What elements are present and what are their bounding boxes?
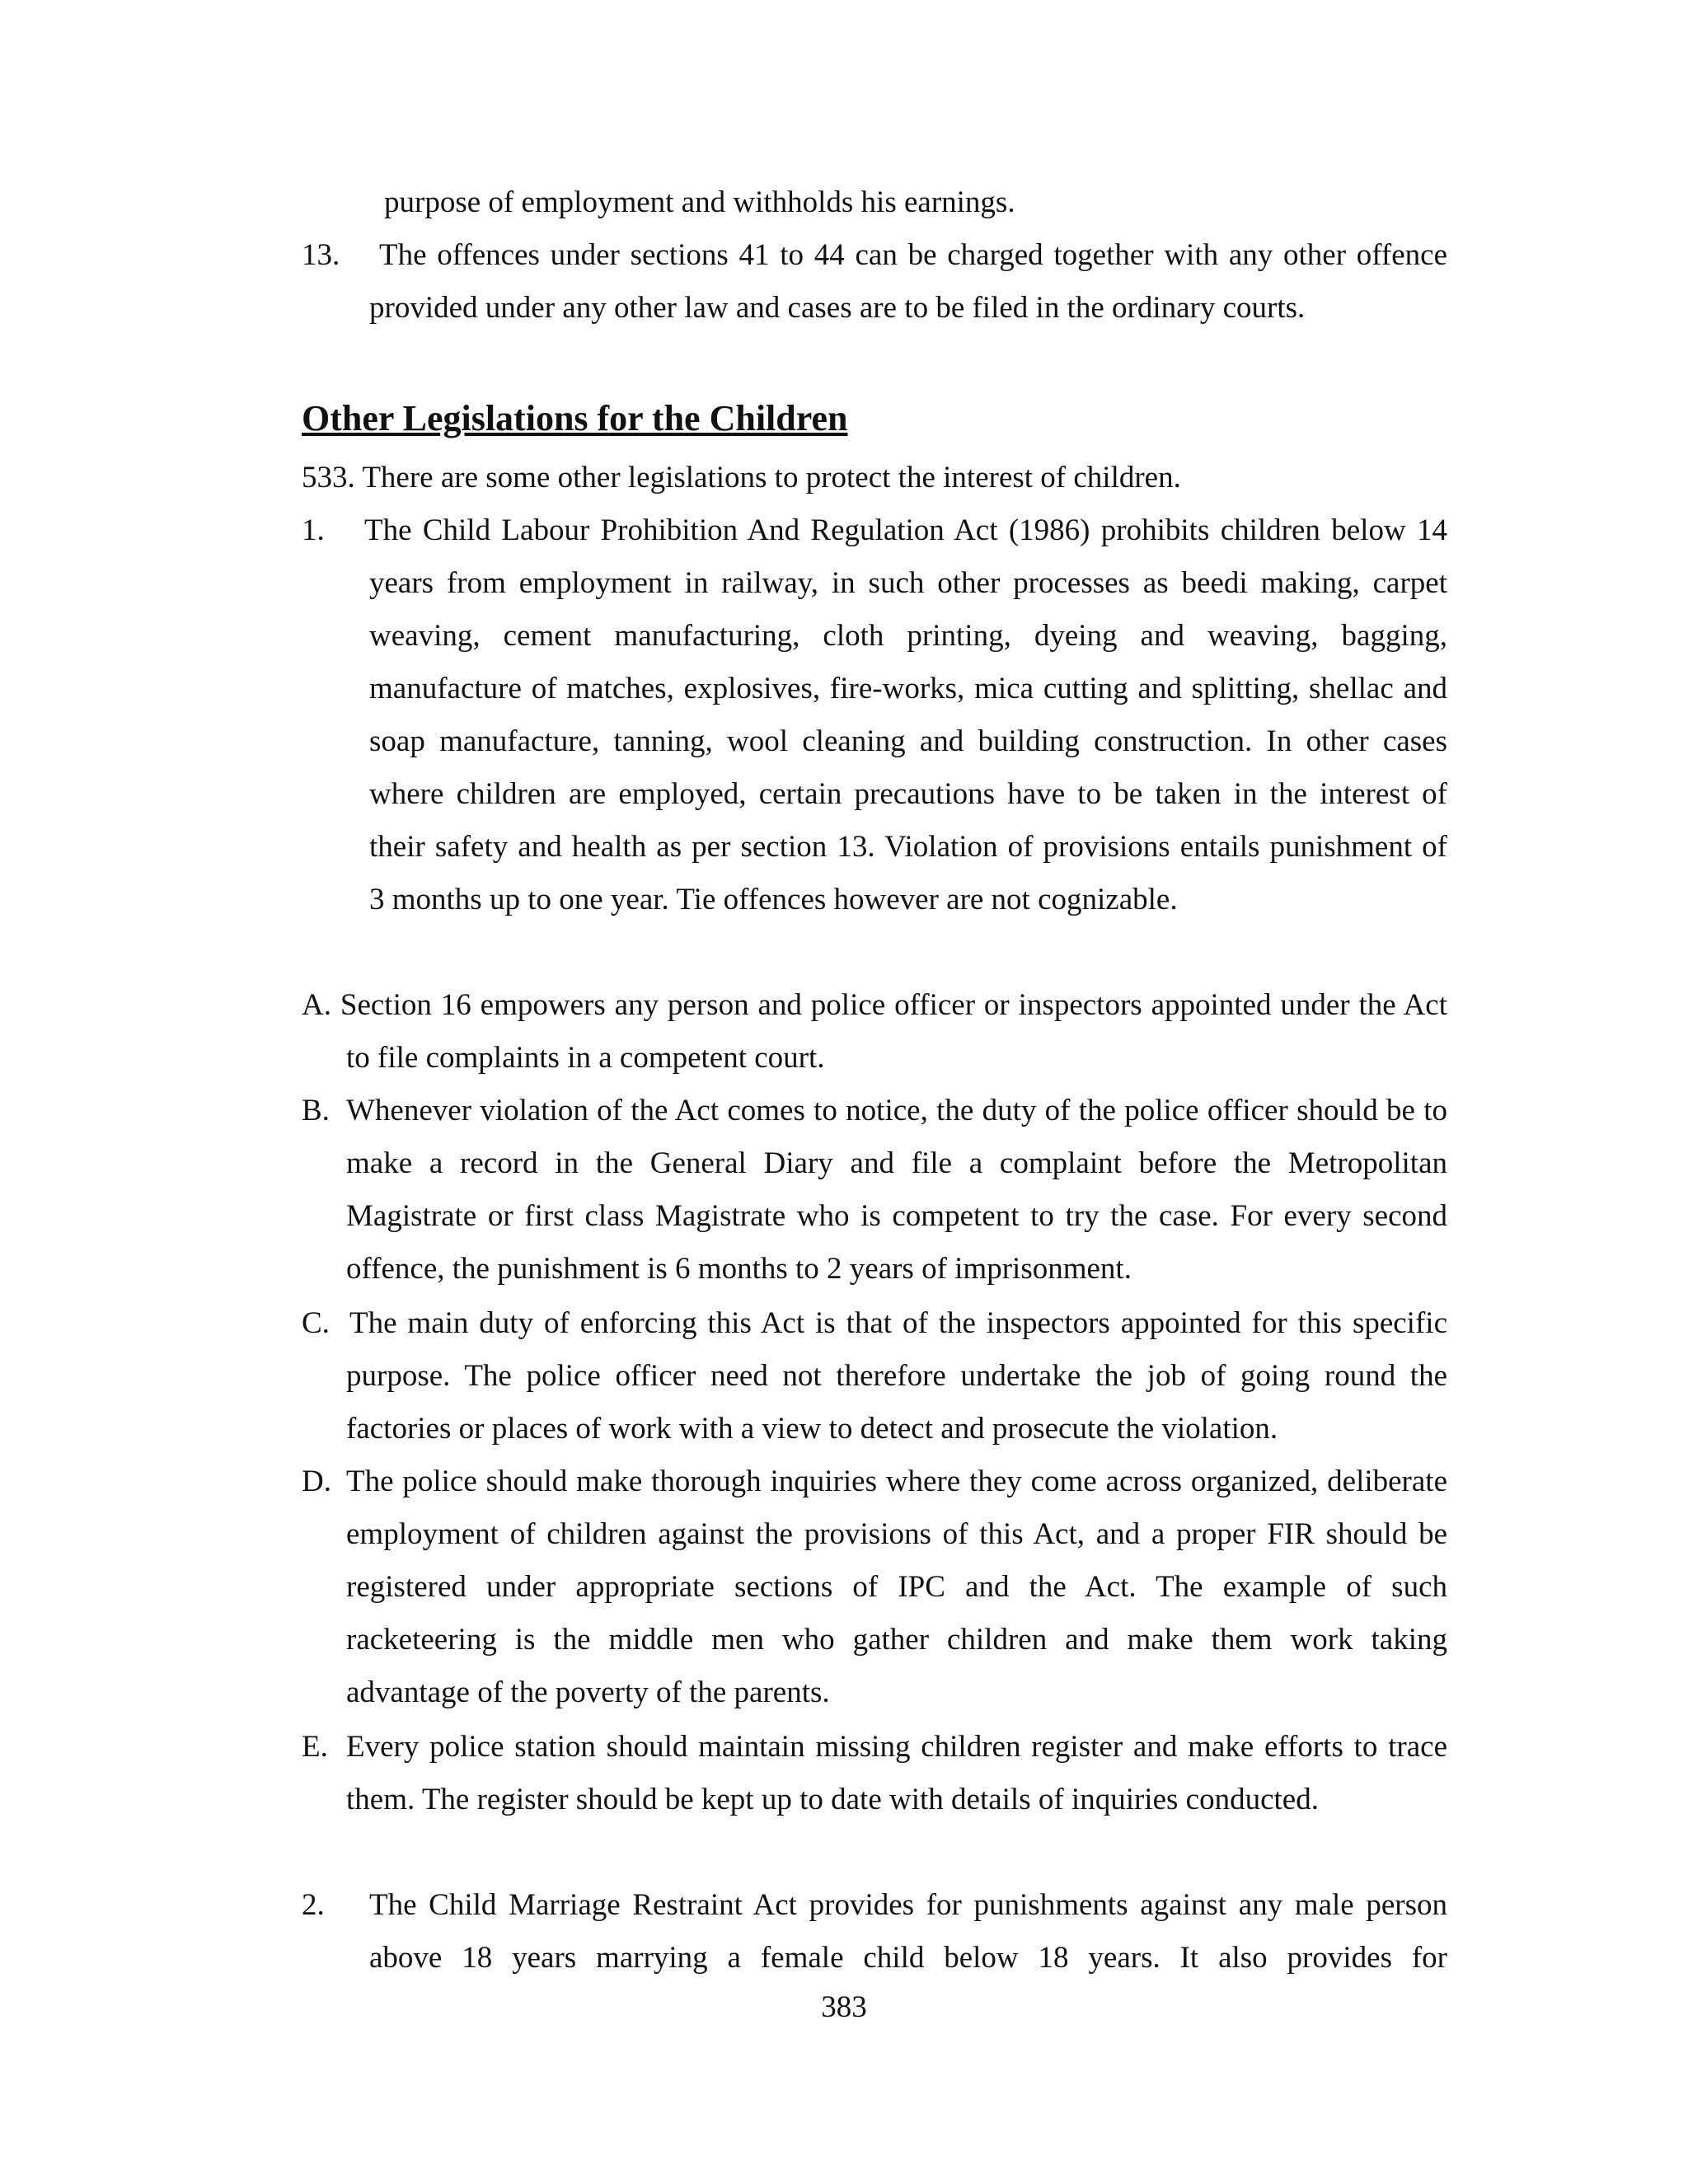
subitem-e-line-2: them. The register should be kept up to date with details of inquiries conducted. — [346, 1783, 1319, 1816]
item-13-line-1: The offences under sections 41 to 44 can be charged together with any other offence — [379, 238, 1447, 272]
subitem-b-line-4: offence, the punishment is 6 months to 2 years of imprisonment. — [346, 1252, 1132, 1286]
subitem-a-line-1: A. Section 16 empowers any person and police officer or inspectors appointed under the Act — [302, 988, 1447, 1022]
subitem-d-line-4: racketeering is the middle men who gather children and make them work taking — [346, 1623, 1447, 1657]
subitem-d-line-3: registered under appropriate sections of IPC and the Act. The example of such — [346, 1570, 1447, 1604]
subitem-b-line-2: make a record in the General Diary and file a complaint before the Metropolitan — [346, 1146, 1447, 1180]
subitem-c-letter: C. — [302, 1306, 330, 1340]
subitem-d-line-2: employment of children against the provisions of this Act, and a proper FIR should be — [346, 1517, 1447, 1551]
subitem-d-line-1: The police should make thorough inquiries where they come across organized, deliberate — [346, 1465, 1447, 1498]
item-2-line-2: above 18 years marrying a female child below 18 years. It also provides for — [369, 1941, 1447, 1975]
item-1-line-1: The Child Labour Prohibition And Regulation Act (1986) prohibits children below 14 — [364, 513, 1447, 547]
section-heading: Other Legislations for the Children — [302, 398, 848, 438]
item-1-line-7: their safety and health as per section 13. Violation of provisions entails punishment of — [369, 830, 1447, 864]
subitem-d-line-5: advantage of the poverty of the parents. — [346, 1675, 830, 1709]
item-1-line-8: 3 months up to one year. Tie offences however are not cognizable. — [369, 883, 1178, 916]
item-1-line-3: weaving, cement manufacturing, cloth printing, dyeing and weaving, bagging, — [369, 619, 1447, 653]
subitem-b-letter: B. — [302, 1094, 330, 1127]
continuation-line: purpose of employment and withholds his earnings. — [384, 185, 1015, 219]
item-1-line-2: years from employment in railway, in such other processes as beedi making, carpet — [369, 566, 1447, 600]
subitem-c-line-3: factories or places of work with a view to detect and prosecute the violation. — [346, 1412, 1278, 1446]
item-13-number: 13. — [302, 238, 340, 272]
item-1-line-5: soap manufacture, tanning, wool cleaning and building construction. In other cases — [369, 724, 1447, 758]
item-13-line-2: provided under any other law and cases are to be filed in the ordinary courts. — [369, 291, 1306, 325]
paragraph-533: 533. There are some other legislations to protect the interest of children. — [302, 461, 1181, 494]
subitem-c-line-1: The main duty of enforcing this Act is that of the inspectors appointed for this specific — [349, 1306, 1447, 1340]
subitem-b-line-3: Magistrate or first class Magistrate who is competent to try the case. For every second — [346, 1199, 1447, 1233]
subitem-e-line-1: Every police station should maintain missing children register and make efforts to trace — [346, 1730, 1447, 1764]
item-2-line-1: The Child Marriage Restraint Act provides for punishments against any male person — [369, 1888, 1447, 1922]
item-1-number: 1. — [302, 513, 325, 547]
subitem-c-line-2: purpose. The police officer need not therefore undertake the job of going round the — [346, 1359, 1447, 1393]
subitem-e-letter: E. — [302, 1730, 328, 1764]
item-1-line-6: where children are employed, certain precautions have to be taken in the interest of — [369, 777, 1447, 811]
page-number: 383 — [821, 1990, 867, 2024]
subitem-a-line-2: to file complaints in a competent court. — [346, 1041, 825, 1075]
item-1-line-4: manufacture of matches, explosives, fire-works, mica cutting and splitting, shellac and — [369, 672, 1447, 705]
subitem-b-line-1: Whenever violation of the Act comes to notice, the duty of the police officer should be to — [346, 1094, 1447, 1127]
subitem-d-letter: D. — [302, 1465, 331, 1498]
item-2-number: 2. — [302, 1888, 325, 1922]
